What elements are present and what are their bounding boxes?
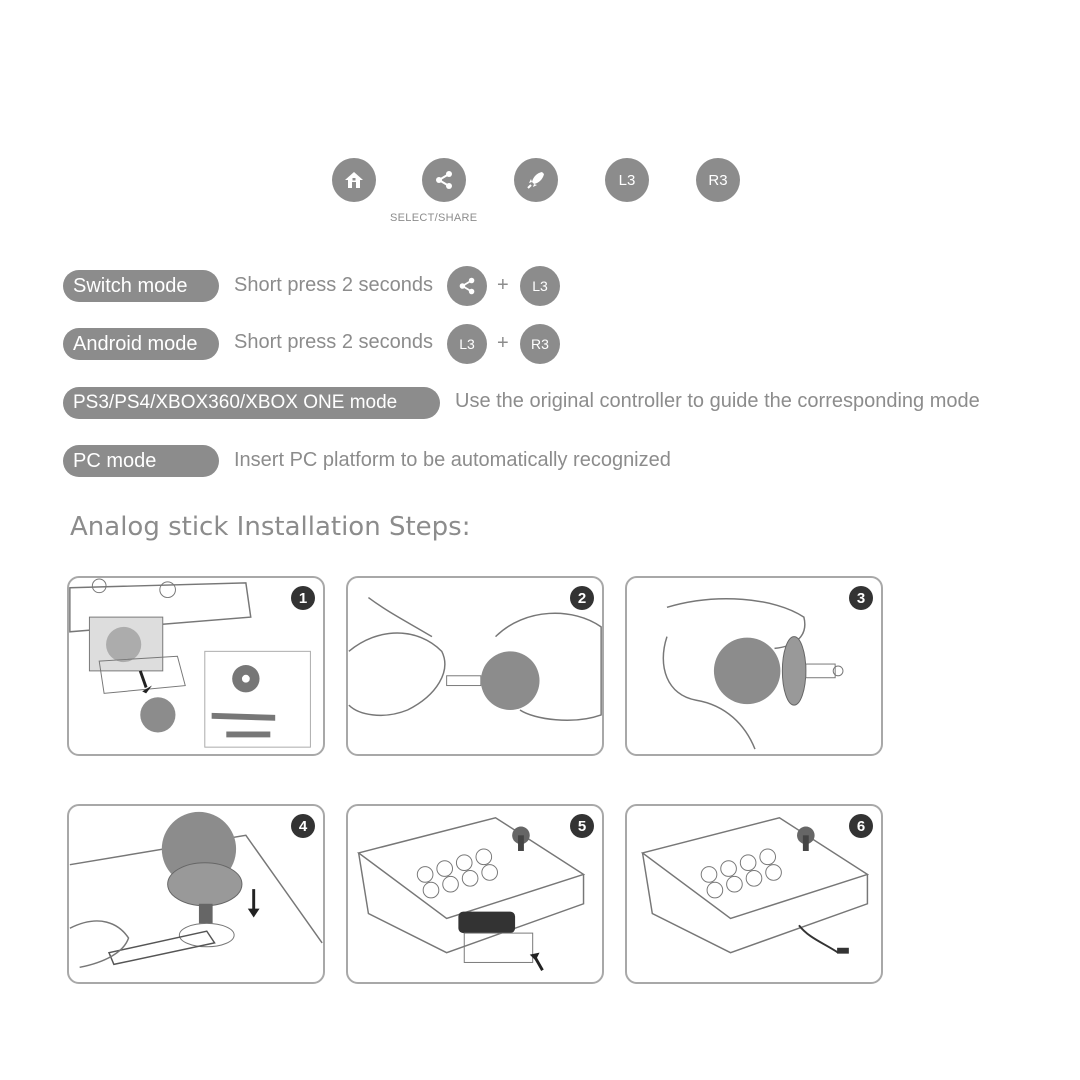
step-panel-2 [346, 576, 604, 756]
home-icon [332, 158, 376, 202]
step-panel-4 [67, 804, 325, 984]
share-icon [422, 158, 466, 202]
step-3-illustration [627, 578, 881, 754]
step-6-illustration [627, 806, 881, 982]
switch-mode-instruction: Short press 2 seconds [234, 274, 433, 296]
step-4-illustration [69, 806, 323, 982]
step-number-1: 1 [291, 586, 315, 610]
step-panel-1 [67, 576, 325, 756]
r3-button-icon: R3 [696, 158, 740, 202]
rocket-icon [514, 158, 558, 202]
step-panel-5 [346, 804, 604, 984]
r3-button-icon: R3 [520, 324, 560, 364]
l3-button-icon: L3 [605, 158, 649, 202]
select-share-caption: SELECT/SHARE [390, 212, 478, 224]
plus-sign: + [497, 332, 509, 354]
switch-mode-label: Switch mode [63, 270, 219, 302]
step-5-illustration [348, 806, 602, 982]
step-2-illustration [348, 578, 602, 754]
step-number-3: 3 [849, 586, 873, 610]
installation-heading: Analog stick Installation Steps: [70, 512, 471, 542]
step-number-6: 6 [849, 814, 873, 838]
step-number-4: 4 [291, 814, 315, 838]
android-mode-label: Android mode [63, 328, 219, 360]
plus-sign: + [497, 274, 509, 296]
pc-mode-instruction: Insert PC platform to be automatically recognized [234, 449, 671, 471]
share-icon [447, 266, 487, 306]
console-mode-label: PS3/PS4/XBOX360/XBOX ONE mode [63, 387, 440, 419]
l3-button-icon: L3 [447, 324, 487, 364]
android-mode-instruction: Short press 2 seconds [234, 331, 433, 353]
step-number-2: 2 [570, 586, 594, 610]
step-panel-6 [625, 804, 883, 984]
step-1-illustration [69, 578, 323, 754]
step-number-5: 5 [570, 814, 594, 838]
console-mode-instruction: Use the original controller to guide the corresponding mode [455, 390, 980, 412]
pc-mode-label: PC mode [63, 445, 219, 477]
step-panel-3 [625, 576, 883, 756]
l3-button-icon: L3 [520, 266, 560, 306]
